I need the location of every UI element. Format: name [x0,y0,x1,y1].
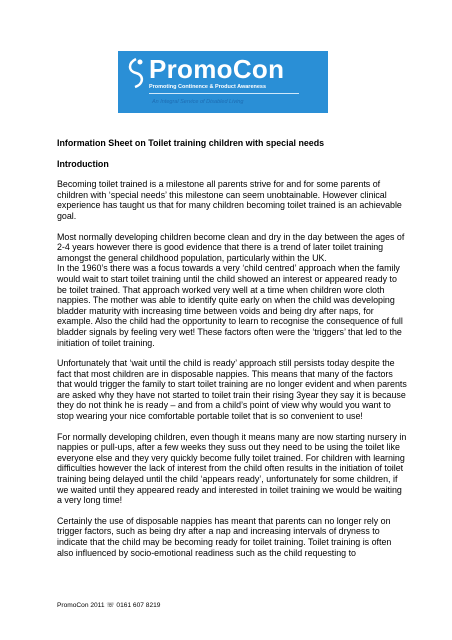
document-body [57,138,409,558]
logo-name: PromoCon [149,54,285,84]
paragraph: In the 1960’s there was a focus towards a very ‘child centred’ approach when the family would wait to start toilet training until the child showed an interest or appeared ready to be toilet trained. That approach worked very well at a time when children wore cloth nappies. The mother was able to identify quite early on when the child was developing bladder maturity with increasing time between voids and being dry after naps, for example. Also the child had the opportunity to learn to recognise the consequence of full bladder signals by feeling very wet! These factors often were the ‘triggers’ that led to the initiation of toilet training. [57,263,403,348]
paragraph: Certainly the use of disposable nappies has meant that parents can no longer rely on trigger factors, such as being dry after a nap and increasing intervals of dryness to indicate that the child may be becoming ready for toilet training. Toilet training is often also influenced by socio-emotional readiness such as the child requesting to [57,515,392,558]
document-title: Information Sheet on Toilet training children with special needs [57,138,325,148]
swirl-icon [126,57,146,89]
logo-divider [149,93,299,94]
section-heading: Introduction [57,158,109,169]
paragraph: Most normally developing children become clean and dry in the day between the ages of 2-4 years however there is good evidence that there is a trend of later toilet training amongst the general childhood population, particularly within the UK. [57,231,405,263]
paragraph: For normally developing children, even though it means many are now starting nursery in nappies or pull-ups, after a few weeks they suss out they need to be using the toilet like everyone else and they very quickly become fully toilet trained. For children with learning difficulties however the lack of interest from the child often results in the initiation of toilet training being delayed until the child ‘appears ready’, unfortunately for some children, if we waited until they appeared ready and interested in toilet training we would be waiting a very long time! [57,431,407,506]
page-footer: PromoCon 2011 ☏ 0161 607 8219 [57,602,161,609]
logo-tagline: Promoting Continence & Product Awareness [149,84,267,90]
paragraph: Unfortunately that ‘wait until the child is ready’ approach still persists today despite the fact that most children are in disposable nappies. This means that many of the factors that would trigger the family to start toilet training are no longer evident and when parents are asked why they have not started to toilet train their rising 3year they say it is because they do not think he is ready – and from a child’s point of view why would you want to stop wearing your nice comfortable portable toilet that is so convenient to use! [57,358,407,422]
paragraph: Becoming toilet trained is a milestone all parents strive for and for some parents of children with ‘special needs’ this milestone can seem unobtainable. However clinical experience has taught us that for many children becoming toilet trained is an achievable goal. [57,179,402,221]
logo-subline: An Integral Service of Disabled Living [152,99,244,105]
